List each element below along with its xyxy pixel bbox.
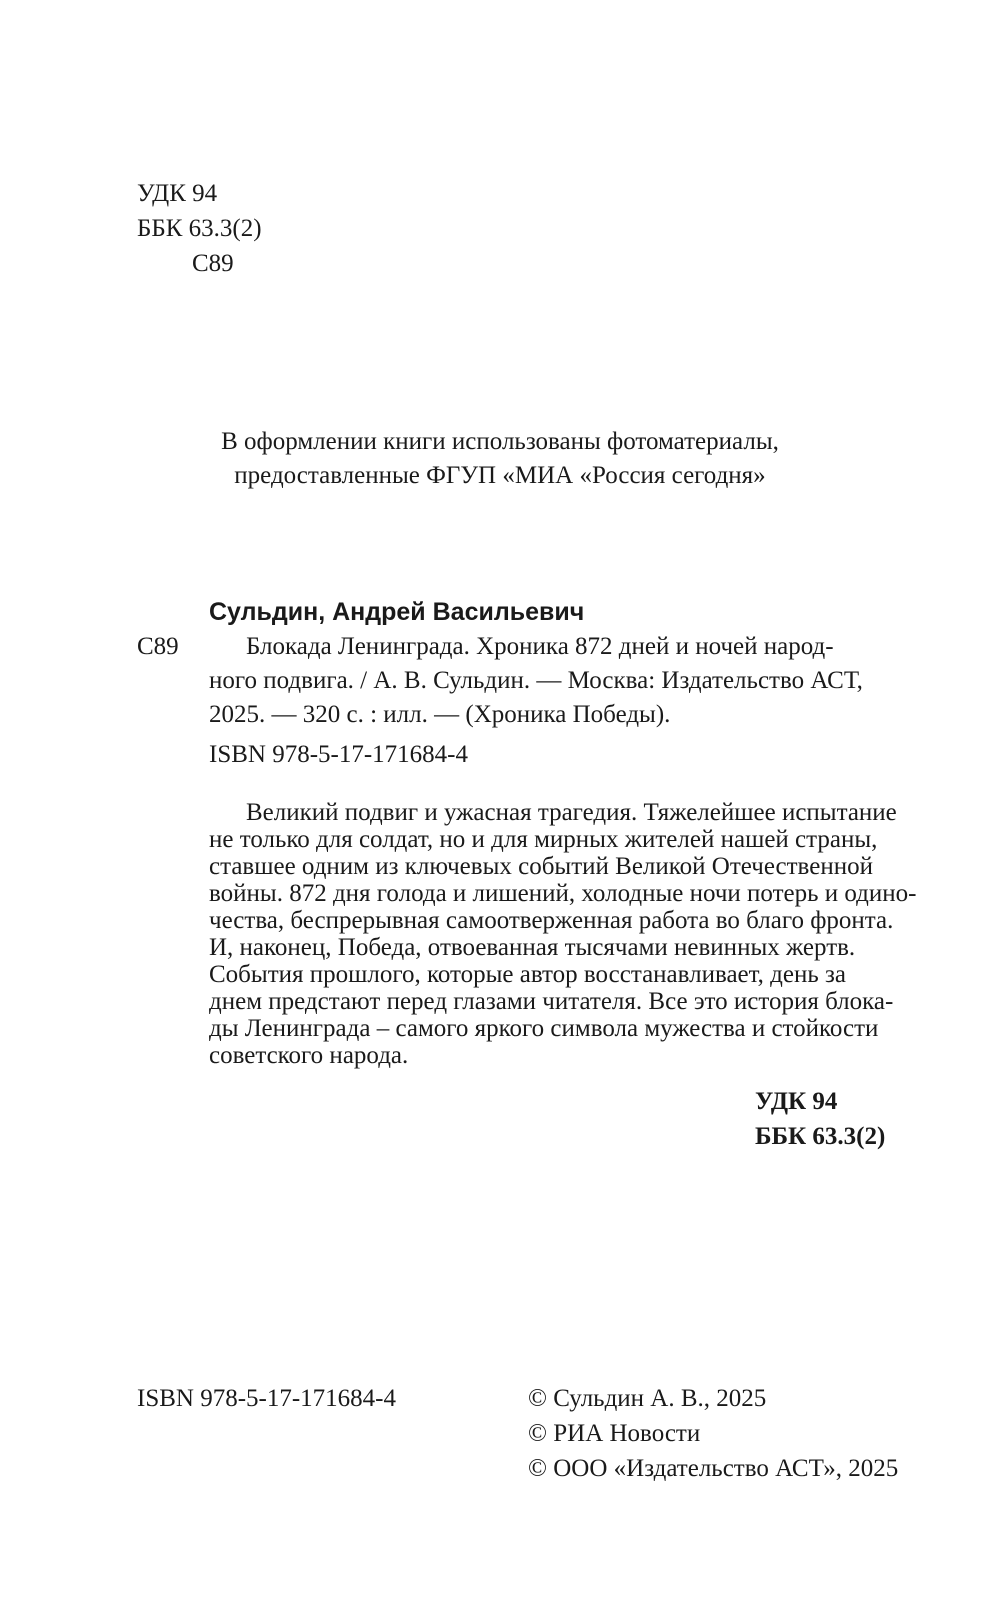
footer-isbn: ISBN 978-5-17-171684-4 xyxy=(137,1385,397,1412)
udk-code-top: УДК 94 xyxy=(137,180,218,207)
bbk-code-bold: ББК 63.3(2) xyxy=(755,1123,886,1150)
annotation-line: События прошлого, которые автор восстанавливает, день за xyxy=(209,961,846,988)
catalog-isbn: ISBN 978-5-17-171684-4 xyxy=(209,741,469,768)
description-line: Блокада Ленинграда. Хроника 872 дней и ночей народ- xyxy=(246,633,834,660)
annotation-line: ставшее одним из ключевых событий Великой Отечественной xyxy=(209,853,873,880)
bbk-code-top: ББК 63.3(2) xyxy=(137,215,262,242)
copyright-line: © РИА Новости xyxy=(528,1420,701,1447)
annotation-line: войны. 872 дня голода и лишений, холодные ночи потерь и одино- xyxy=(209,880,917,907)
annotation-line: советского народа. xyxy=(209,1042,409,1069)
annotation-line: днем предстают перед глазами читателя. Все это история блока- xyxy=(209,988,894,1015)
catalog-author: Сульдин, Андрей Васильевич xyxy=(209,598,585,626)
catalog-author-sign: С89 xyxy=(137,633,179,660)
annotation xyxy=(209,799,917,1069)
author-sign-top: С89 xyxy=(192,250,234,277)
description-line: ного подвига. / А. В. Сульдин. — Москва: Издательство АСТ, xyxy=(209,667,863,694)
annotation-line: Великий подвиг и ужасная трагедия. Тяжелейшее испытание xyxy=(246,799,897,826)
annotation-line: не только для солдат, но и для мирных жителей нашей страны, xyxy=(209,826,878,853)
copyright-line: © Сульдин А. В., 2025 xyxy=(528,1385,767,1412)
photo-note-line: В оформлении книги использованы фотоматериалы, xyxy=(221,428,779,455)
annotation-line: И, наконец, Победа, отвоеванная тысячами невинных жертв. xyxy=(209,934,856,961)
copyright-line: © ООО «Издательство АСТ», 2025 xyxy=(528,1455,899,1482)
annotation-line: чества, беспрерывная самоотверженная работа во благо фронта. xyxy=(209,907,894,934)
catalog-description xyxy=(209,630,889,732)
photo-note-line: предоставленные ФГУП «МИА «Россия сегодня» xyxy=(234,462,766,489)
description-line: 2025. — 320 с. : илл. — (Хроника Победы). xyxy=(209,701,671,728)
udk-code-bold: УДК 94 xyxy=(755,1088,838,1115)
annotation-line: ды Ленинграда – самого яркого символа мужества и стойкости xyxy=(209,1015,879,1042)
photo-credits-note xyxy=(0,425,1000,493)
